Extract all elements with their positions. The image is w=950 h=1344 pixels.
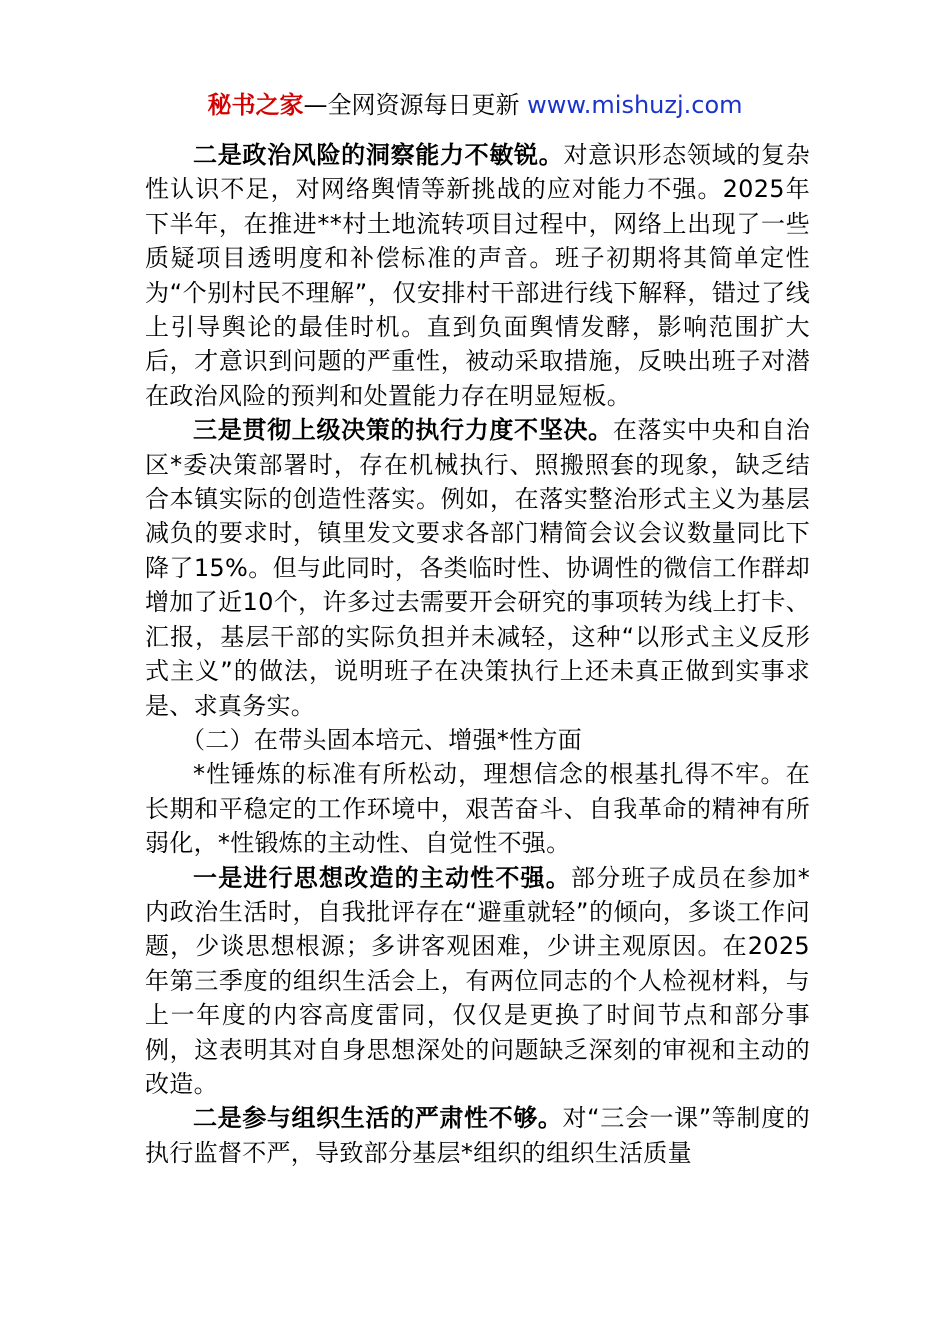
site-url-link[interactable]: www.mishuzj.com [527,91,743,119]
header-tagline: —全网资源每日更新 [303,91,528,119]
brand-name: 秘书之家 [207,91,304,119]
paragraph-text: 在落实中央和自治区*委决策部署时，存在机械执行、照搬照套的现象，缺乏结合本镇实际的创造性落实。例如，在落实整治形式主义为基层减负的要求时，镇里发文要求各部门精简会议会议数量同比下降了15%。但与此同时，各类临时性、协调性的微信工作群却增加了近10个，许多过去需要开会研究的事项转为线上打卡、汇报，基层干部的实际负担并未减轻，这种“以形式主义反形式主义”的做法，说明班子在决策执行上还未真正做到实事求是、求真务实。 [145,416,811,720]
paragraph-thought-reform [145,861,810,1102]
paragraph-text: 对“三会一课”等制度的执行监督不严，导致部分基层*组织的组织生活质量 [145,1104,810,1167]
paragraph-lead: 三是贯彻上级决策的执行力度不坚决。 [193,416,613,445]
site-header [0,88,950,122]
paragraph-text: 对意识形态领域的复杂性认识不足，对网络舆情等新挑战的应对能力不强。2025年下半年，在推进**村土地流转项目过程中，网络上出现了一些质疑项目透明度和补偿标准的声音。班子初期将其简单定性为“个别村民不理解”，仅安排村干部进行线下解释，错过了线上引导舆论的最佳时机。直到负面舆情发酵，影响范围扩大后，才意识到问题的严重性，被动采取措施，反映出班子对潜在政治风险的预判和处置能力存在明显短板。 [145,141,810,410]
document-body [145,138,810,1170]
paragraph-text: 部分班子成员在参加*内政治生活时，自我批评存在“避重就轻”的倾向，多谈工作问题，少谈思想根源；多讲客观困难，少讲主观原因。在2025年第三季度的组织生活会上，有两位同志的个人检视材料，与上一年度的内容高度雷同，仅仅是更换了时间节点和部分事例，这表明其对自身思想深处的问题缺乏深刻的审视和主动的改造。 [145,863,810,1098]
paragraph-text: （二）在带头固本培元、增强*性方面 [181,725,583,754]
section-subheading [145,723,810,757]
paragraph-lead: 二是政治风险的洞察能力不敏锐。 [193,141,564,169]
paragraph-lead: 一是进行思想改造的主动性不强。 [193,863,571,892]
paragraph-section-intro [145,757,810,860]
paragraph-political-risk [145,138,810,413]
paragraph-org-life [145,1101,810,1170]
paragraph-lead: 二是参与组织生活的严肃性不够。 [193,1104,563,1133]
paragraph-text: *性锤炼的标准有所松动，理想信念的根基扎得不牢。在长期和平稳定的工作环境中，艰苦奋斗、自我革命的精神有所弱化，*性锻炼的主动性、自觉性不强。 [145,760,810,858]
paragraph-execution [145,413,810,723]
